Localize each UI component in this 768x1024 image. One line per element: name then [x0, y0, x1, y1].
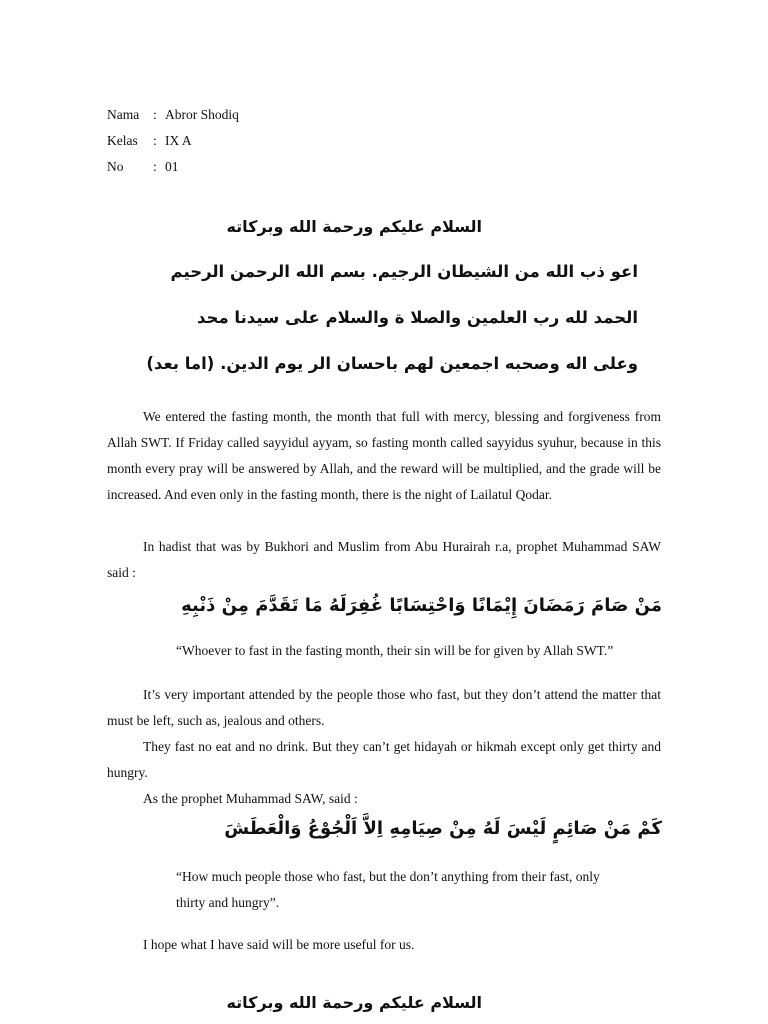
identity-no-row — [107, 158, 179, 176]
name-value: Abror Shodiq — [165, 107, 239, 122]
paragraph-2: In hadist that was by Bukhori and Muslim from Abu Hurairah r.a, prophet Muhammad SAW said : — [107, 539, 661, 580]
opening-line-1: اعو ذب الله من الشيطان الرجيم. بسم الله الرحمن الرحيم — [170, 262, 638, 281]
class-value: IX A — [165, 133, 192, 148]
hadith-2-arabic: كَمْ مَنْ صَائِمٍ لَيْسَ لَهُ مِنْ صِيَامِهِ اِلاَّ اَلْجُوْعُ وَالْعَطَشَ — [224, 818, 662, 839]
identity-name-row — [107, 106, 239, 124]
paragraph-3: It’s very important attended by the people those who fast, but they don’t attend the matter that must be left, such as, jealous and others. — [107, 687, 661, 728]
no-value: 01 — [165, 159, 179, 174]
opening-greeting: السلام عليكم ورحمة الله وبركاته — [226, 217, 482, 236]
class-label: Kelas — [107, 133, 138, 148]
hadith-2-translation-line-1: “How much people those who fast, but the don’t anything from their fast, only — [176, 869, 600, 884]
hadith-1-arabic: مَنْ صَامَ رَمَضَانَ إِيْمَانًا وَاحْتِسَابًا غُفِرَلَهُ مَا تَقَدَّمَ مِنْ ذَنْبِهِ — [181, 595, 662, 616]
closing-sentence: I hope what I have said will be more useful for us. — [143, 937, 415, 952]
paragraph-1: We entered the fasting month, the month that full with mercy, blessing and forgiveness from Allah SWT. If Friday called sayyidul ayyam, so fasting month called sayyidus syuhur, because in this month every pray will be answered by Allah, and the reward will be multiplied, and the grade will be increased. And even only in the fasting month, there is the night of Lailatul Qodar. — [107, 409, 661, 502]
paragraph-4: They fast no eat and no drink. But they can’t get hidayah or hikmah except only get thirty and hungry. — [107, 739, 661, 780]
hadith-2-translation-line-2: thirty and hungry”. — [176, 895, 280, 910]
name-label: Nama — [107, 107, 140, 122]
no-separator: : — [153, 159, 157, 174]
name-separator: : — [153, 107, 157, 122]
hadith-1-translation: “Whoever to fast in the fasting month, their sin will be for given by Allah SWT.” — [176, 643, 614, 658]
opening-line-2: الحمد لله رب العلمين والصلا ة والسلام على سيدنا محد — [197, 308, 638, 327]
paragraph-5: As the prophet Muhammad SAW, said : — [143, 791, 358, 806]
class-separator: : — [153, 133, 157, 148]
opening-line-3: وعلى اله وصحبه اجمعين لهم باحسان الر يوم الدين. (اما بعد) — [146, 354, 638, 373]
closing-greeting: السلام عليكم ورحمة الله وبركاته — [226, 993, 482, 1012]
identity-class-row — [107, 132, 192, 150]
no-label: No — [107, 159, 124, 174]
